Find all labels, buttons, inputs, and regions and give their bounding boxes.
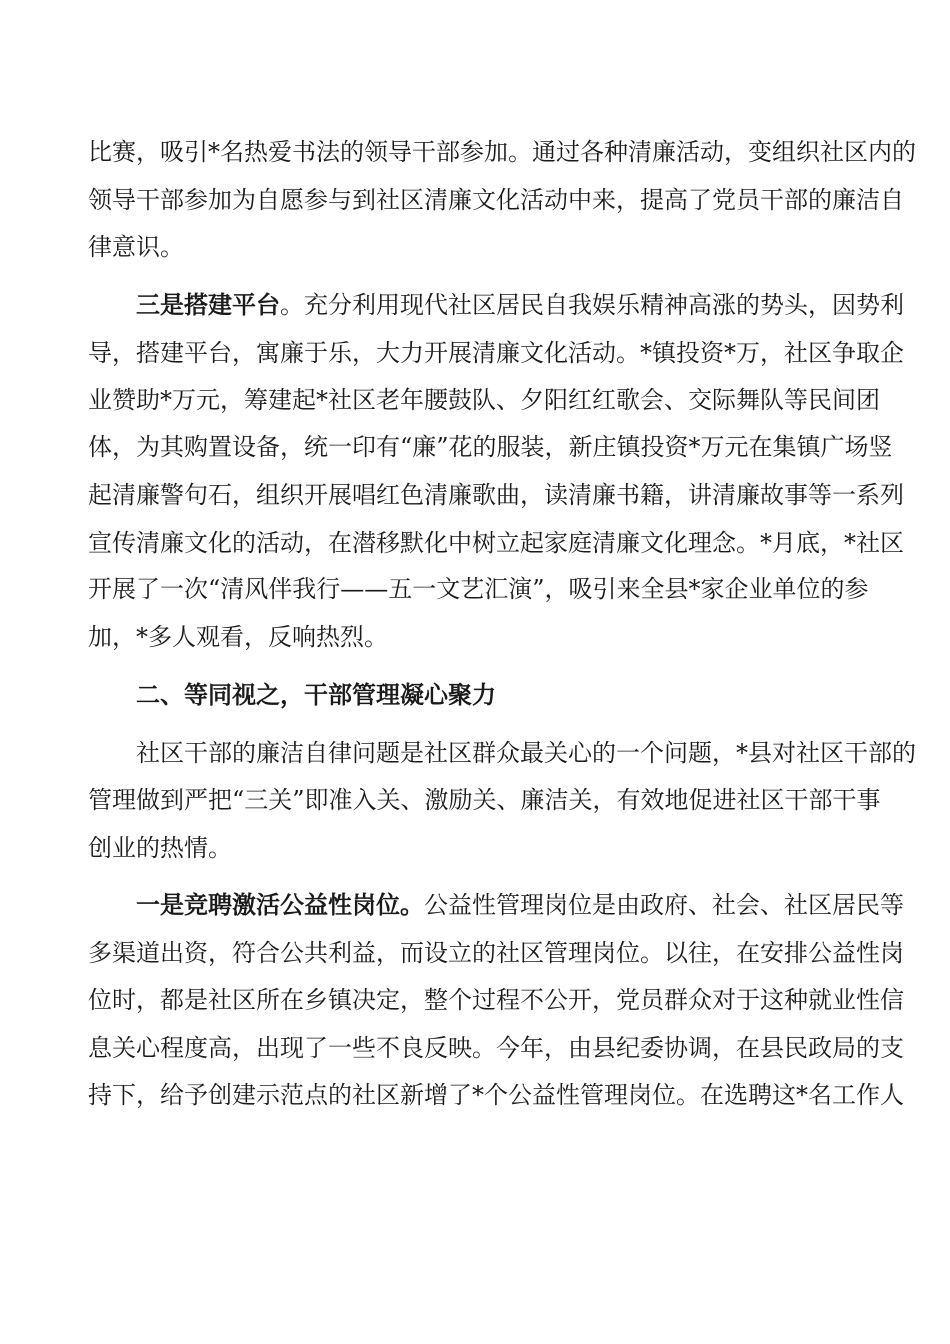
paragraph-first-line: 社区干部的廉洁自律问题是社区群众最关心的一个问题，*县对社区干部的	[136, 739, 916, 767]
paragraph-line: 多渠道出资，符合公共利益，而设立的社区管理岗位。以往，在安排公益性岗	[88, 939, 904, 967]
paragraph-line: 位时，都是社区所在乡镇决定，整个过程不公开，党员群众对于这种就业性信	[88, 986, 904, 1014]
paragraph-text: 公益性管理岗位是由政府、社会、社区居民等	[424, 891, 904, 919]
paragraph-line: 导，搭建平台，寓廉于乐，大力开展清廉文化活动。*镇投资*万，社区争取企	[88, 339, 904, 367]
paragraph-line: 息关心程度高，出现了一些不良反映。今年，由县纪委协调，在县民政局的支	[88, 1034, 904, 1062]
paragraph-line: 起清廉警句石，组织开展唱红色清廉歌曲，读清廉书籍，讲清廉故事等一系列	[88, 481, 904, 509]
paragraph-first-line	[136, 287, 904, 323]
paragraph-lead-bold: 一是竞聘激活公益性岗位。	[136, 891, 424, 919]
paragraph-line: 创业的热情。	[88, 834, 232, 862]
paragraph-line: 开展了一次“清风伴我行——五一文艺汇演”，吸引来全县*家企业单位的参	[88, 575, 869, 603]
paragraph-text: 。充分利用现代社区居民自我娱乐精神高涨的势头，因势利	[280, 291, 904, 319]
paragraph-line: 持下，给予创建示范点的社区新增了*个公益性管理岗位。在选聘这*名工作人	[88, 1081, 904, 1109]
paragraph-line: 体，为其购置设备，统一印有“廉”花的服装，新庄镇投资*万元在集镇广场竖	[88, 433, 893, 461]
paragraph-line: 宣传清廉文化的活动，在潜移默化中树立起家庭清廉文化理念。*月底，*社区	[88, 529, 904, 557]
section-heading: 二、等同视之，干部管理凝心聚力	[136, 681, 496, 709]
paragraph-line: 加，*多人观看，反响热烈。	[88, 623, 388, 651]
paragraph-line: 业赞助*万元，筹建起*社区老年腰鼓队、夕阳红红歌会、交际舞队等民间团	[88, 386, 880, 414]
paragraph-line: 律意识。	[88, 233, 184, 261]
paragraph-first-line	[136, 887, 904, 923]
paragraph-line: 管理做到严把“三关”即准入关、激励关、廉洁关，有效地促进社区干部干事	[88, 786, 881, 814]
paragraph-line: 比赛，吸引*名热爱书法的领导干部参加。通过各种清廉活动，变组织社区内的	[88, 138, 916, 166]
paragraph-line: 领导干部参加为自愿参与到社区清廉文化活动中来，提高了党员干部的廉洁自	[88, 186, 904, 214]
paragraph-lead-bold: 三是搭建平台	[136, 291, 280, 319]
